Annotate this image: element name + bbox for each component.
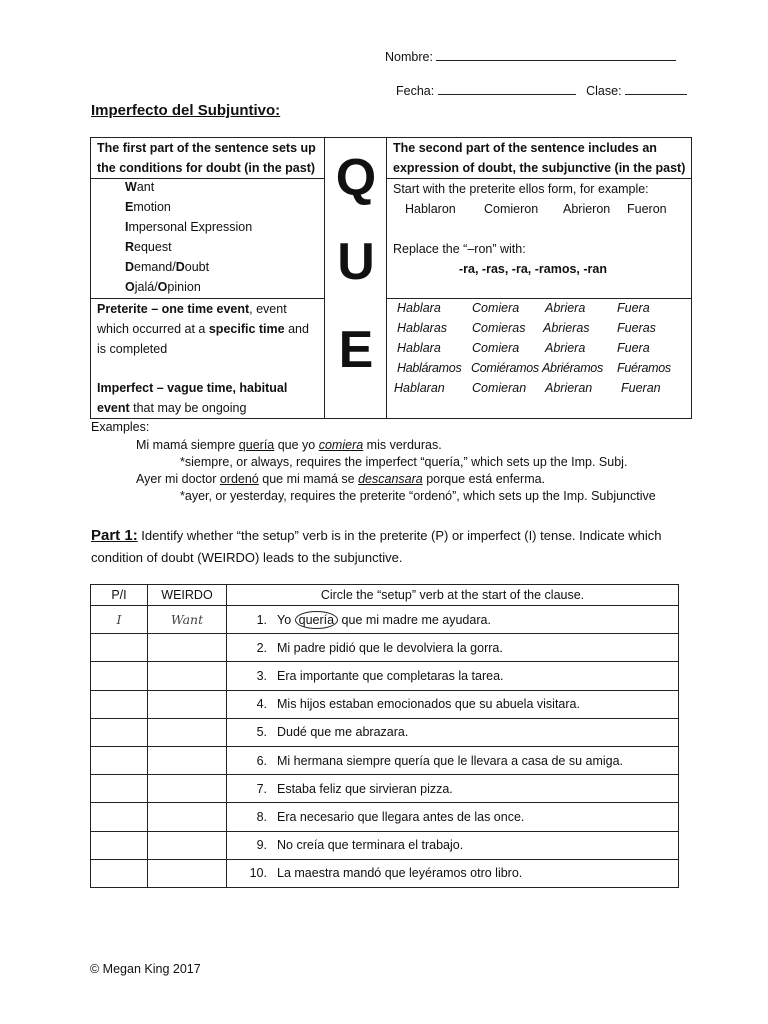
que-letter-e: E	[338, 321, 374, 379]
answer-weirdo[interactable]	[148, 775, 227, 803]
sentence-cell: 10. La maestra mandó que leyéramos otro libro.	[227, 859, 679, 887]
answer-pi[interactable]	[91, 662, 148, 690]
answer-weirdo[interactable]	[148, 690, 227, 718]
conjugation-row: Habláramos Comiéramos Abriéramos Fuéramos	[397, 361, 671, 375]
replace-text: Replace the “–ron” with:	[393, 242, 526, 256]
part1-label: Part 1:	[91, 527, 138, 544]
tense-explanations	[97, 299, 322, 418]
weirdo-demand-doubt: Demand/Doubt	[125, 260, 210, 274]
example-2: Ayer mi doctor ordenó que mi mamá se descansara porque está enferma.	[136, 472, 546, 486]
weirdo-list	[125, 177, 252, 297]
answer-pi[interactable]	[91, 775, 148, 803]
weirdo-want: Want	[125, 180, 155, 194]
answer-pi[interactable]	[91, 746, 148, 774]
sentence-cell: 1. Yo quería que mi madre me ayudara.	[227, 606, 679, 634]
sentence-cell: 8. Era necesario que llegara antes de las once.	[227, 803, 679, 831]
left-header-line-2: the conditions for doubt (in the past)	[97, 161, 316, 175]
preterite-line-2: which occurred at a specific time and	[97, 322, 309, 336]
answer-weirdo[interactable]	[148, 859, 227, 887]
sentence-cell: 3. Era importante que completaras la tarea.	[227, 662, 679, 690]
clase-label: Clase:	[586, 84, 622, 98]
table-row	[91, 606, 679, 634]
weirdo-ojala-opinion: Ojalá/Opinion	[125, 280, 201, 294]
imperfect-line-1: Imperfect – vague time, habitual	[97, 381, 288, 395]
sentence-cell: 4. Mis hijos estaban emocionados que su abuela visitara.	[227, 690, 679, 718]
endings-text: -ra, -ras, -ra, -ramos, -ran	[459, 262, 607, 276]
sentence-cell: 9. No creía que terminara el trabajo.	[227, 831, 679, 859]
fecha-clase-row	[396, 82, 687, 98]
answer-pi[interactable]	[91, 718, 148, 746]
table-header-row	[91, 585, 679, 606]
weirdo-request: Request	[125, 240, 172, 254]
subjunctive-grid	[90, 137, 692, 419]
table-row	[91, 634, 679, 662]
example-1-note: *siempre, or always, requires the imperfect “quería,” which sets up the Imp. Subj.	[180, 455, 628, 469]
circled-verb: quería	[295, 611, 338, 629]
answer-weirdo[interactable]	[148, 718, 227, 746]
answer-pi[interactable]	[91, 634, 148, 662]
conjugation-row: Hablaran Comieran Abrieran Fueran	[394, 381, 661, 395]
right-header-line-2: expression of doubt, the subjunctive (in the past)	[393, 161, 686, 175]
example-1: Mi mamá siempre quería que yo comiera mis verduras.	[136, 438, 442, 452]
weirdo-emotion: Emotion	[125, 200, 171, 214]
left-header-line-1: The first part of the sentence sets up	[97, 141, 316, 155]
sentence-cell: 5. Dudé que me abrazara.	[227, 718, 679, 746]
table-row	[91, 831, 679, 859]
weirdo-impersonal: Impersonal Expression	[125, 220, 253, 234]
que-letter-q: Q	[335, 149, 377, 207]
conjugation-row: Hablara Comiera Abriera Fuera	[397, 301, 650, 315]
preterite-example: Hablaron	[405, 202, 456, 216]
preterite-examples-row	[405, 199, 667, 219]
part1-instructions	[91, 525, 691, 569]
answer-pi[interactable]	[91, 803, 148, 831]
answer-weirdo[interactable]	[148, 662, 227, 690]
col-header-pi: P/I	[91, 585, 148, 606]
col-header-weirdo: WEIRDO	[148, 585, 227, 606]
table-row	[91, 859, 679, 887]
fecha-blank[interactable]	[438, 82, 576, 95]
table-row	[91, 746, 679, 774]
sentence-cell: 7. Estaba feliz que sirvieran pizza.	[227, 775, 679, 803]
sentence-cell: 6. Mi hermana siempre quería que le llevara a casa de su amiga.	[227, 746, 679, 774]
preterite-example: Fueron	[627, 202, 667, 216]
exercise-table	[90, 584, 679, 888]
col-header-sentence: Circle the “setup” verb at the start of the clause.	[227, 585, 679, 606]
nombre-label: Nombre:	[385, 50, 433, 64]
table-row	[91, 662, 679, 690]
answer-pi[interactable]	[91, 690, 148, 718]
left-header	[91, 138, 324, 178]
page-title: Imperfecto del Subjuntivo:	[91, 102, 281, 119]
answer-pi[interactable]	[91, 859, 148, 887]
conjugation-row: Hablaras Comieras Abrieras Fueras	[397, 321, 656, 335]
clase-blank[interactable]	[625, 82, 687, 95]
table-row	[91, 775, 679, 803]
answer-weirdo[interactable]	[148, 746, 227, 774]
answer-weirdo[interactable]: Want	[148, 606, 227, 634]
que-letter-u: U	[337, 233, 375, 291]
table-row	[91, 690, 679, 718]
answer-weirdo[interactable]	[148, 803, 227, 831]
answer-weirdo[interactable]	[148, 831, 227, 859]
nombre-blank[interactable]	[436, 48, 676, 61]
start-text: Start with the preterite ellos form, for example:	[393, 182, 649, 196]
table-row	[91, 803, 679, 831]
conjugation-row: Hablara Comiera Abriera Fuera	[397, 341, 650, 355]
example-2-note: *ayer, or yesterday, requires the preterite “ordenó”, which sets up the Imp. Subjunctive	[180, 489, 656, 503]
right-header	[387, 138, 692, 178]
answer-pi[interactable]: I	[91, 606, 148, 634]
right-header-line-1: The second part of the sentence includes an	[393, 141, 657, 155]
copyright-footer: © Megan King 2017	[90, 962, 201, 976]
sentence-cell: 2. Mi padre pidió que le devolviera la gorra.	[227, 634, 679, 662]
imperfect-line-2: event that may be ongoing	[97, 401, 247, 415]
answer-pi[interactable]	[91, 831, 148, 859]
answer-weirdo[interactable]	[148, 634, 227, 662]
fecha-label: Fecha:	[396, 84, 435, 98]
table-row	[91, 718, 679, 746]
preterite-line-3: is completed	[97, 342, 168, 356]
part1-text: Identify whether “the setup” verb is in the preterite (P) or imperfect (I) tense. Indicate which condition of doubt (WEIRDO) leads to the subjunctive.	[91, 528, 662, 565]
preterite-line-1: Preterite – one time event, event	[97, 302, 287, 316]
examples-label: Examples:	[91, 420, 150, 434]
preterite-example: Comieron	[484, 202, 539, 216]
preterite-example: Abrieron	[563, 202, 611, 216]
nombre-field[interactable]	[385, 48, 676, 64]
